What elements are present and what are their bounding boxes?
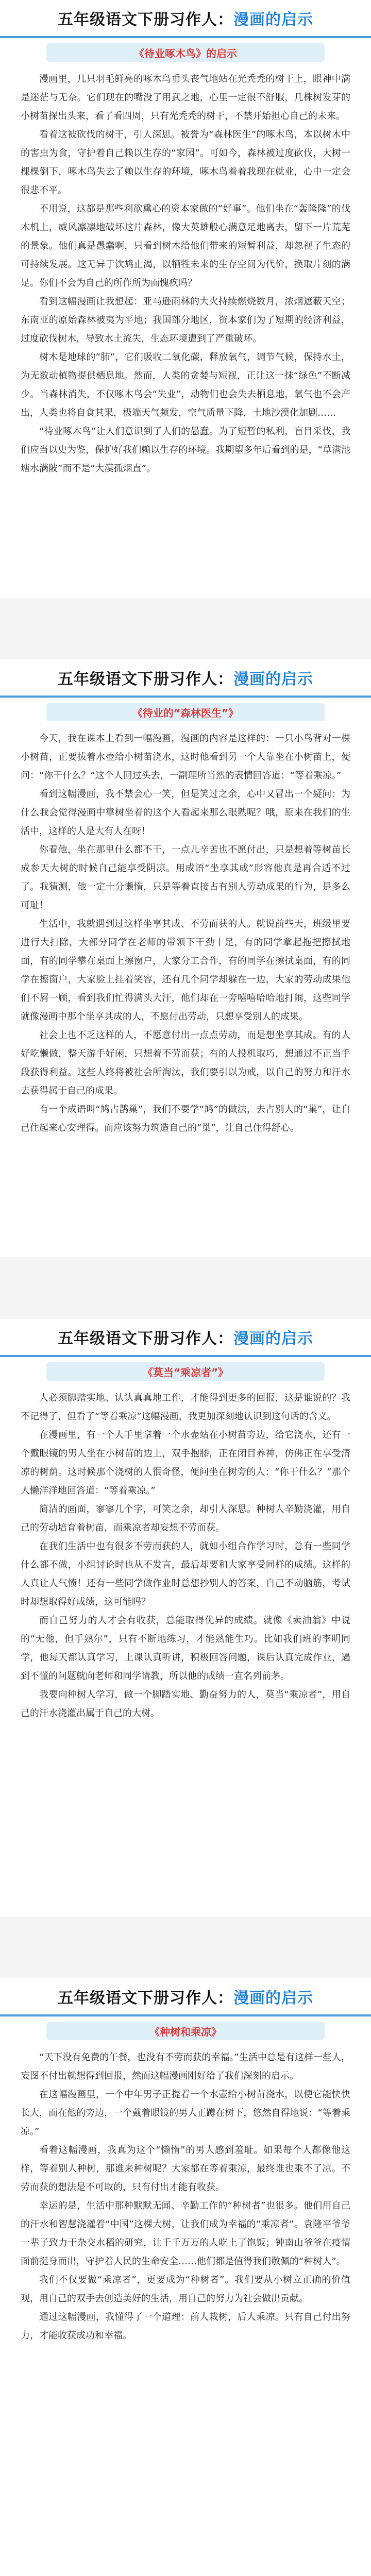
section-header [0, 0, 371, 36]
paragraph: 不用说，这都是那些利欲熏心的资本家做的“好事”。他们坐在“轰隆隆”的伐木机上，威风凛凛地破坏这片森林，像大英雄般心满意足地离去，留下一片荒芜的景象。他们真是愚蠢啊，只看到树木给他们带来的短暂利益，却忽视了生态的可持续发展。这无异于饮鸩止渴，以牺牲未来的生存空间为代价，换取片刻的满足。你们不会为自己的所作所为而愧疚吗？ [21, 204, 350, 289]
section-gap [0, 598, 371, 659]
header-highlight: 漫画的启示 [233, 670, 313, 688]
section-gap [0, 1917, 371, 1978]
paragraph: 在漫画里，有一个人手里拿着一个水壶站在小树苗旁边，给它浇水，还有一个戴眼镜的男人坐在小树苗的边上，双手抱膝，正在闭目养神，仿佛正在享受清凉的树荫。这时候那个浇树的人很奇怪，便问坐在树旁的人：“你干什么？”那个人懒洋洋地回答道：“等着乘凉。” [21, 1430, 350, 1496]
paragraph: 生活中，我就遇到过这样坐享其成、不劳而获的人。就说前些天，班级里要进行大扫除，大部分同学在老师的带领下干劲十足，有的同学拿起拖把擦拭地面，有的同学攀在桌面上擦窗户，大家分工合作，有的同学在擦拭桌面，有的同学在擦窗户，大家脸上挂着笑容，还有几个同学却躲在一边，大家的劳动成果他们不屑一顾，看到我们忙得满头大汗，他们却在一旁嘻嘻哈哈地打闹，这些同学就像漫画中那个坐享其成的人，不愿付出劳动，只想享受别人的成果。 [21, 919, 350, 1022]
paragraph: 看着这幅漫画，我真为这个“懒惰”的男人感到羞耻。如果每个人都像他这样，等着别人种树，那谁来种树呢？大家都在等着乘凉，最终谁也乘不了凉。不劳而获的想法是不可取的，只有付出才能有收获。 [21, 2145, 350, 2193]
paragraph: 在这幅漫画里，一个中年男子正提着一个水壶给小树苗浇水，以便它能快快长大，而在他的旁边，一个戴着眼镜的男人正蹲在树下，悠然自得地说：“等着乘凉。” [21, 2089, 350, 2137]
essay-title-bar [46, 703, 325, 721]
essay-title-bar [46, 43, 325, 62]
essay-title: 《莫当“乘凉者”》 [142, 1366, 229, 1379]
paragraph: 你看他，坐在那里什么都不干，一点儿辛苦也不愿付出，只是想着等树苗长成参天大树的时候自己能享受阴凉。用成语“坐享其成”形容他真是再合适不过了。我猜测，他一定十分懒惰，只是等着直接占有别人劳动成果的行为，是多么可耻！ [21, 844, 350, 911]
section-header [0, 659, 371, 696]
paragraph: “天下没有免费的午餐，也没有不劳而获的幸福。”生活中总是有这样一些人，妄图不付出就想得到回报，然而这幅漫画刚好给了我们深刻的启示。 [21, 2052, 350, 2081]
paragraph: 社会上也不乏这样的人，不愿意付出一点点劳动，而是想坐享其成。有的人好吃懒做，整天游手好闲，只想着不劳而获；有的人投机取巧，想通过不正当手段获得利益。这些人终将被社会所淘汰，我们要引以为戒，以自己的努力和汗水去获得属于自己的成果。 [21, 1030, 350, 1096]
paragraph: 幸运的是，生活中那种默默无闻、辛勤工作的“种树者”也很多。他们用自己的汗水和智慧浇灌着“中国”这棵大树，让我们成为幸福的“乘凉者”。袁隆平爷爷一辈子致力于杂交水稻的研究，让千千万万的人吃上了饱饭；钟南山爷爷在疫情面前挺身而出，守护着人民的生命安全……他们都是值得我们敬佩的“种树人”。 [21, 2200, 350, 2267]
paragraph: 在我们生活中也有很多不劳而获的人，就如小组合作学习时，总有一些同学什么都不做，小组讨论时也从不发言，最后却要和大家享受同样的成绩。这样的人真让人气愤！还有一些同学做作业时总想抄别人的答案，自己不动脑筋，考试时却想取得好成绩，这可能吗？ [21, 1541, 350, 1607]
paragraph: 通过这幅漫画，我懂得了一个道理：前人栽树，后人乘凉。只有自己付出努力，才能收获成功和幸福。 [21, 2312, 350, 2341]
header-prefix: 五年级语文下册习作人： [58, 670, 233, 688]
paragraph: 看到这幅漫画让我想起：亚马逊雨林的大火持续燃烧数月，浓烟遮蔽天空；东南亚的原始森林被夷为平地；我国部分地区，资本家们为了短期的经济利益，过度砍伐树木，导致水土流失，生态环境遭到了严重破坏。 [21, 296, 350, 344]
paragraph: 人必须脚踏实地、认认真真地工作，才能得到更多的回报，这是谁说的？我不记得了，但看了“等着乘凉”这幅漫画，我更加深刻地认识到这句话的含义。 [21, 1393, 350, 1422]
essay-body [0, 1389, 371, 1723]
paragraph: 而自己努力的人才会有收获，总能取得优异的成绩。就像《卖油翁》中说的“无他，但手熟尔”，只有不断地练习，才能熟能生巧。比如我们班的李明同学，他每天都认真学习，上课认真听讲，积极回答问题，课后认真完成作业，遇到不懂的问题就向老师和同学请教，所以他的成绩一直名列前茅。 [21, 1615, 350, 1682]
header-prefix: 五年级语文下册习作人： [58, 11, 233, 29]
header-divider [0, 36, 371, 38]
paragraph: 简洁的画面，寥寥几个字，可笑之余，却引人深思。种树人辛勤浇灌，用自己的劳动培育着树苗，而乘凉者却妄想不劳而获。 [21, 1504, 350, 1533]
essay-body [0, 2048, 371, 2345]
essay-body [0, 730, 371, 1138]
header-highlight: 漫画的启示 [233, 1989, 313, 2007]
header-divider [0, 2014, 371, 2016]
essay-title: 《待业啄木鸟》的启示 [134, 47, 237, 60]
section-header [0, 1978, 371, 2014]
header-highlight: 漫画的启示 [233, 1330, 313, 1348]
essay-section-1 [0, 0, 371, 598]
paragraph: 看着这被砍伐的树干，引人深思。被誉为“森林医生”的啄木鸟，本以树木中的害虫为食，守护着自己赖以生存的“家园”。可如今，森林被过度砍伐，大树一棵棵倒下，啄木鸟失去了赖以生存的环境，啄木鸟着着我现在就业，心中一定会很悲不平。 [21, 129, 350, 196]
header-highlight: 漫画的启示 [233, 11, 313, 29]
paragraph: 我们不仅要做“乘凉者”，更要成为“种树者”。我们要从小树立正确的价值观，用自己的双手去创造美好的生活，用自己的努力为社会做出贡献。 [21, 2275, 350, 2304]
paragraph: 漫画里，几只羽毛鲜亮的啄木鸟垂头丧气地站在光秃秃的树干上，眼神中满是迷茫与无奈。它们现在的嘴没了用武之地，心里一定很不舒服，几株树发芽的小树苗探出头来，看了看四周，只有光秃秃的树干，不禁开始担心自己的未来。 [21, 74, 350, 122]
essay-section-2 [0, 659, 371, 1257]
paragraph: “待业啄木鸟”让人们意识到了人们的愚蠢。为了短暂的私利，盲目采伐，我们应当以史为鉴，保护好我们赖以生存的环境。我期望多年后看到的是，“草满池塘水满陂”而不是“大漠孤烟直”。 [21, 426, 350, 474]
essay-section-3 [0, 1319, 371, 1917]
paragraph: 看到这幅漫画，我不禁会心一笑，但是笑过之余，心中又冒出一个疑问：为什么我会觉得漫画中靠树坐着的这个人看起来那么眼熟呢？哦，原来在我们的生活中，这样的人是大有人在呀！ [21, 789, 350, 837]
essay-title: 《种树和乘凉》 [149, 2025, 222, 2038]
essay-section-4 [0, 1978, 371, 2576]
paragraph: 有一个成语叫“鸠占鹊巢”，我们不要学“鸠”的做法，去占别人的“巢”，让自己住起来心安理得。而应该努力筑造自己的“巢”，让自己住得舒心。 [21, 1104, 350, 1133]
section-gap [0, 1257, 371, 1319]
essay-title: 《待业的“森林医生”》 [132, 706, 239, 719]
essay-title-bar [46, 1362, 325, 1381]
section-header [0, 1319, 371, 1355]
essay-title-bar [46, 2022, 325, 2040]
paragraph: 我要向种树人学习，做一个脚踏实地、勤奋努力的人，莫当“乘凉者”，用自己的汗水浇灌出属于自己的大树。 [21, 1689, 350, 1719]
paragraph: 树木是地球的“肺”，它们吸收二氧化碳，释放氧气，调节气候，保持水土，为无数动植物提供栖息地。然而，人类的贪婪与短视，正让这一抹“绿色”不断减少。当森林消失，不仅啄木鸟会“失业”，动物们也会失去栖息地，氧气也不会产出，人类也将自食其果，极端天气频发，空气质量下降，土地沙漠化加剧…… [21, 352, 350, 418]
header-divider [0, 1355, 371, 1357]
header-divider [0, 696, 371, 698]
essay-body [0, 70, 371, 478]
header-prefix: 五年级语文下册习作人： [58, 1330, 233, 1348]
paragraph: 今天，我在课本上看到一幅漫画，漫画的内容是这样的：一只小鸟背对一棵小树苗，正要拔着水壶给小树苗浇水，这时他看到另一个人靠坐在小树苗上，便问：“你干什么？”这个人回过头去，一副理所当然的表情回答道：“等着乘凉。” [21, 733, 350, 781]
header-prefix: 五年级语文下册习作人： [58, 1989, 233, 2007]
